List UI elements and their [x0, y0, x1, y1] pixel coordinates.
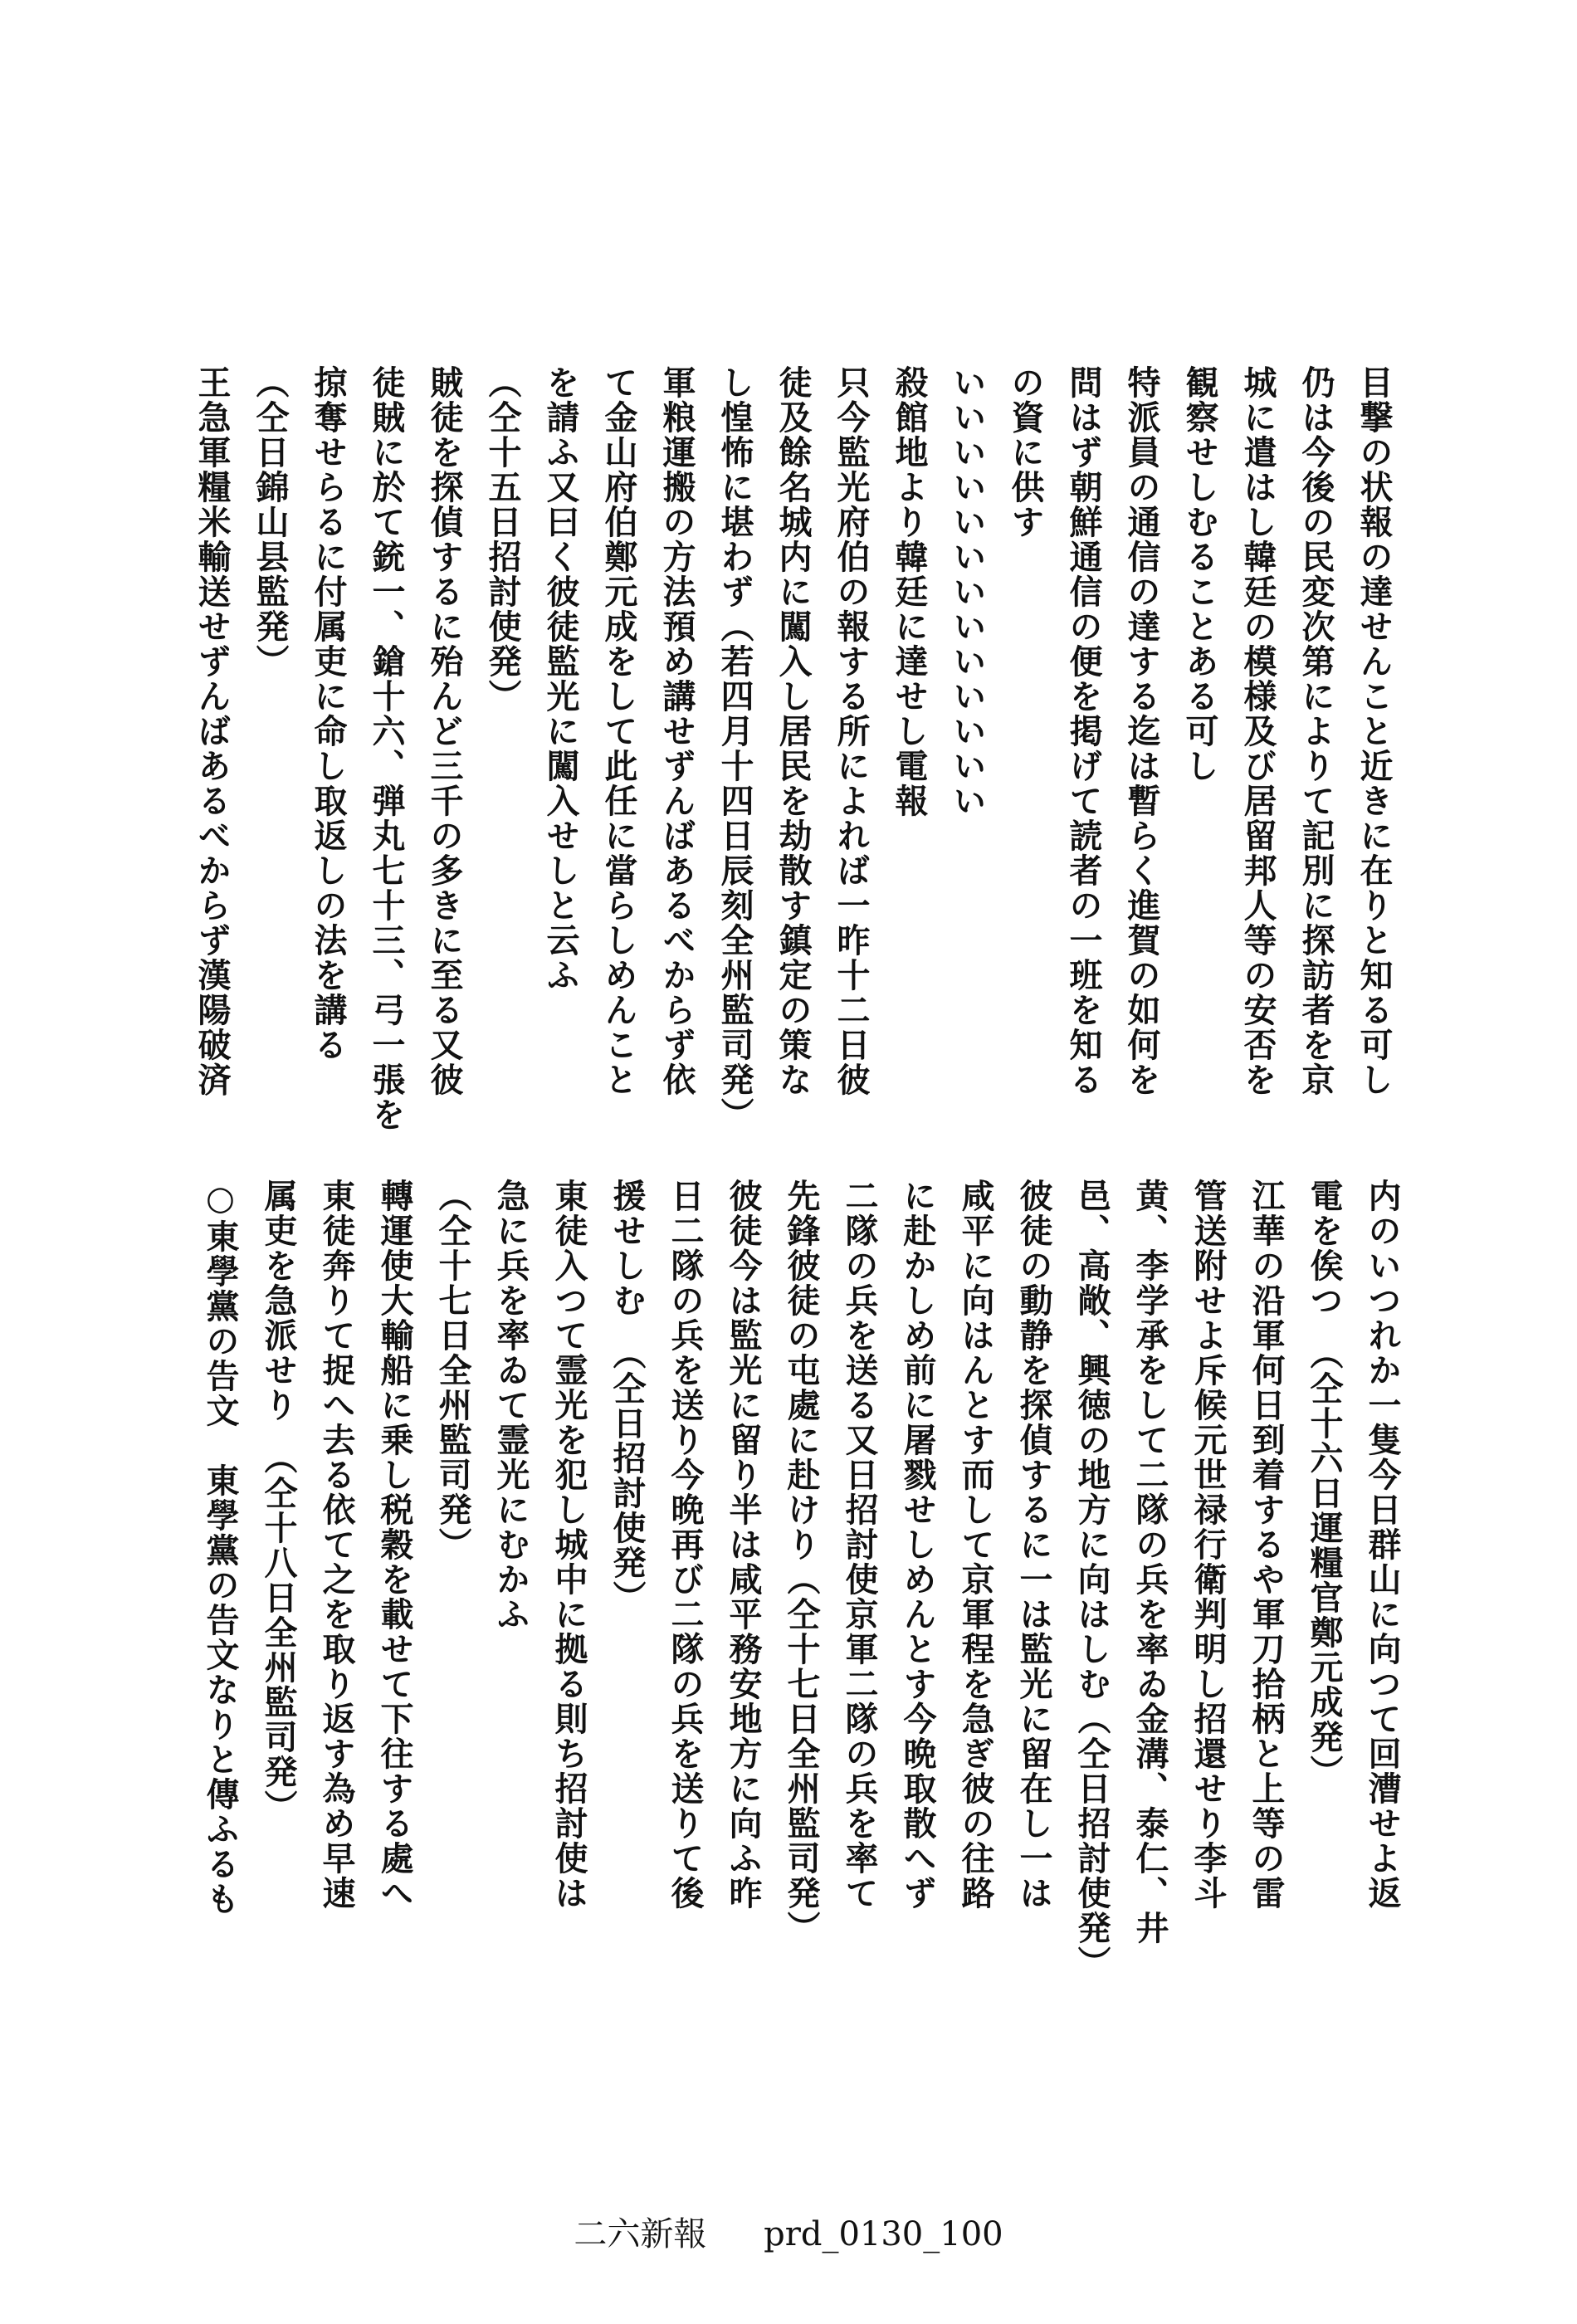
- text-line: 特派員の通信の達する迄は暫らく進賀の如何を: [1122, 365, 1161, 1097]
- text-line: 日二隊の兵を送り今晩再び二隊の兵を送りて後: [666, 1179, 705, 1911]
- text-line: 彼徒の動静を探偵するに一は監光に留在し一は: [1014, 1179, 1053, 1911]
- text-line: 江華の沿軍何日到着するや軍刀拾柄と上等の雷: [1247, 1179, 1286, 1911]
- text-line: 徒及餘名城内に闖入し居民を劫散す鎮定の策な: [774, 365, 813, 1097]
- text-line: いいいいいいいいいいいいい: [948, 365, 987, 818]
- text-line: ○東學黨の告文 東學黨の告文なりと傳ふるも: [201, 1179, 240, 1916]
- text-line: 援せしむ （仝日招討使発）: [608, 1179, 647, 1615]
- text-line: （仝十七日全州監司発）: [433, 1179, 472, 1562]
- text-line: 軍粮運搬の方法預め講せずんばあるべからず依: [657, 365, 696, 1097]
- text-line: 王急軍糧米輸送せずんばあるべからず漢陽破済: [193, 365, 232, 1097]
- text-line: て金山府伯鄭元成をして此任に當らしめんこと: [599, 365, 638, 1097]
- text-line: 邑、高敞、興徳の地方に向はしむ（仝日招討使発）: [1072, 1179, 1111, 1980]
- text-line: 只今監光府伯の報する所によれば一昨十二日彼: [832, 365, 871, 1097]
- text-line: 掠奪せらるに付属吏に命し取返しの法を講る: [309, 365, 348, 1062]
- article-bottom-section: [108, 1179, 1411, 2058]
- article-top-section: [108, 365, 1403, 1154]
- text-line: （仝十五日招討使発）: [483, 365, 522, 714]
- text-line: 徒賊に於て銃一、鎗十六、弾丸七十三、弓一張を: [367, 365, 406, 1132]
- text-line: 東徒入つて霊光を犯し城中に拠る則ち招討使は: [549, 1179, 588, 1911]
- text-line: 轉運使大輸船に乗し税穀を載せて下往する處へ: [375, 1179, 414, 1911]
- text-line: 内のいつれか一隻今日群山に向つて回漕せよ返: [1363, 1179, 1402, 1911]
- text-line: を請ふ又曰く彼徒監光に闖入せしと云ふ: [541, 365, 580, 993]
- text-line: 管送附せよ斥候元世禄行衛判明し招還せり李斗: [1189, 1179, 1228, 1911]
- text-line: 仍は今後の民変次第によりて記別に探訪者を京: [1296, 365, 1335, 1097]
- text-line: 黄、李学承をして二隊の兵を率ゐ金溝、泰仁、井: [1130, 1179, 1169, 1946]
- text-line: 城に遣はし韓廷の模様及び居留邦人等の安否を: [1238, 365, 1277, 1097]
- text-line: に赴かしめ前に屠戮せしめんとす今晩取散へず: [898, 1179, 937, 1911]
- document-code: prd_0130_100: [764, 2215, 1003, 2253]
- text-line: 先鋒彼徒の屯處に赴けり（仝十七日全州監司発）: [782, 1179, 821, 1946]
- text-line: 目撃の状報の達せんこと近きに在りと知る可し: [1355, 365, 1394, 1097]
- text-line: 殺館地より韓廷に達せし電報: [890, 365, 929, 818]
- text-line: し惶怖に堪わず（若四月十四日辰刻全州監司発）: [715, 365, 754, 1132]
- text-line: （仝日錦山县監発）: [251, 365, 290, 679]
- text-line: 二隊の兵を送る又日招討使京軍二隊の兵を率て: [840, 1179, 879, 1911]
- text-line: 彼徒今は監光に留り半は咸平務安地方に向ふ昨: [724, 1179, 763, 1911]
- text-line: 急に兵を率ゐて霊光にむかふ: [491, 1179, 530, 1632]
- text-line: の資に供す: [1006, 365, 1045, 540]
- page-footer: [0, 2208, 1577, 2255]
- text-line: 咸平に向はんとす而して京軍程を急ぎ彼の往路: [956, 1179, 995, 1911]
- text-line: 賊徒を探偵するに殆んど三千の多きに至る又彼: [425, 365, 464, 1097]
- newspaper-name: 二六新報: [574, 2215, 707, 2253]
- text-line: 観察せしむることある可し: [1180, 365, 1219, 784]
- text-line: 問はず朝鮮通信の便を掲げて読者の一班を知る: [1064, 365, 1103, 1097]
- text-line: 電を俟つ （仝十六日運糧官鄭元成発）: [1305, 1179, 1344, 1789]
- text-line: 東徒奔りて捉へ去る依て之を取り返す為め早速: [317, 1179, 356, 1911]
- text-line: 属吏を急派せり （仝十八日全州監司発）: [259, 1179, 298, 1824]
